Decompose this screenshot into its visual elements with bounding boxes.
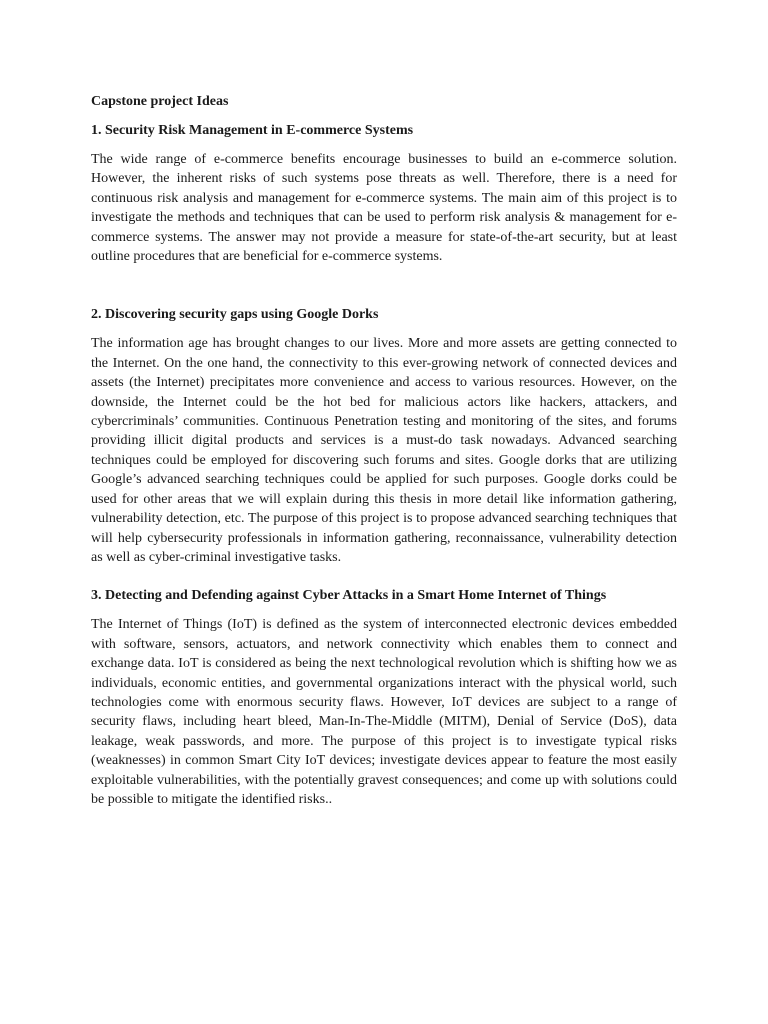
section-3-body: The Internet of Things (IoT) is defined as the system of interconnected electronic devices embedded with software, sensors, actuators, and network connectivity which enables them to connect and exchange data. IoT is considered as being the next technological revolution which is shifting how we as individuals, economic entities, and governmental organizations interact with the physical world, such technologies come with enormous security flaws. However, IoT devices are subject to a range of security flaws, including heart bleed, Man-In-The-Middle (MITM), Denial of Service (DoS), data leakage, weak passwords, and more. The purpose of this project is to investigate typical risks (weaknesses) in common Smart City IoT devices; investigate devices appear to feature the most easily exploitable vulnerabilities, with the potentially gravest consequences; and come up with solutions could be possible to mitigate the identified risks.. <box>91 617 677 807</box>
section-2-body: The information age has brought changes to our lives. More and more assets are getting connected to the Internet. On the one hand, the connectivity to this ever-growing network of connected devices and assets (the Internet) precipitates more convenience and access to various resources. However, on the downside, the Internet could be the hot bed for malicious actors like hackers, attackers, and cybercriminals’ communities. Continuous Penetration testing and monitoring of the sites, and forums providing illicit digital products and services is a must-do task nowadays. Advanced searching techniques could be employed for discovering such forums and sites. Google dorks that are utilizing Google’s advanced searching techniques could be applied for such purposes. Google dorks could be used for other areas that we will explain during this thesis in more detail like information gathering, vulnerability detection, etc. The purpose of this project is to propose advanced searching techniques that will help cybersecurity professionals in information gathering, reconnaissance, vulnerability detection as well as cyber-criminal investigative tasks. <box>91 336 677 565</box>
section-spacer <box>91 567 677 586</box>
section-1-heading: 1. Security Risk Management in E-commerce Systems <box>91 123 414 138</box>
section-3-heading: 3. Detecting and Defending against Cyber Attacks in a Smart Home Internet of Things <box>91 588 607 604</box>
section-2-heading: 2. Discovering security gaps using Google Dorks <box>91 307 379 323</box>
section-1-body: The wide range of e-commerce benefits encourage businesses to build an e-commerce solution. However, the inherent risks of such systems pose threats as well. Therefore, there is a need for continuous risk analysis and management for e-commerce systems. The main aim of this project is to investigate the methods and techniques that can be used to perform risk analysis & management for e-commerce systems. The answer may not provide a measure for state-of-the-art security, but at least outline procedures that are beneficial for e-commerce systems. <box>91 152 677 265</box>
document-page <box>91 92 677 809</box>
document-title: Capstone project Ideas <box>91 94 229 109</box>
section-spacer <box>91 266 677 305</box>
